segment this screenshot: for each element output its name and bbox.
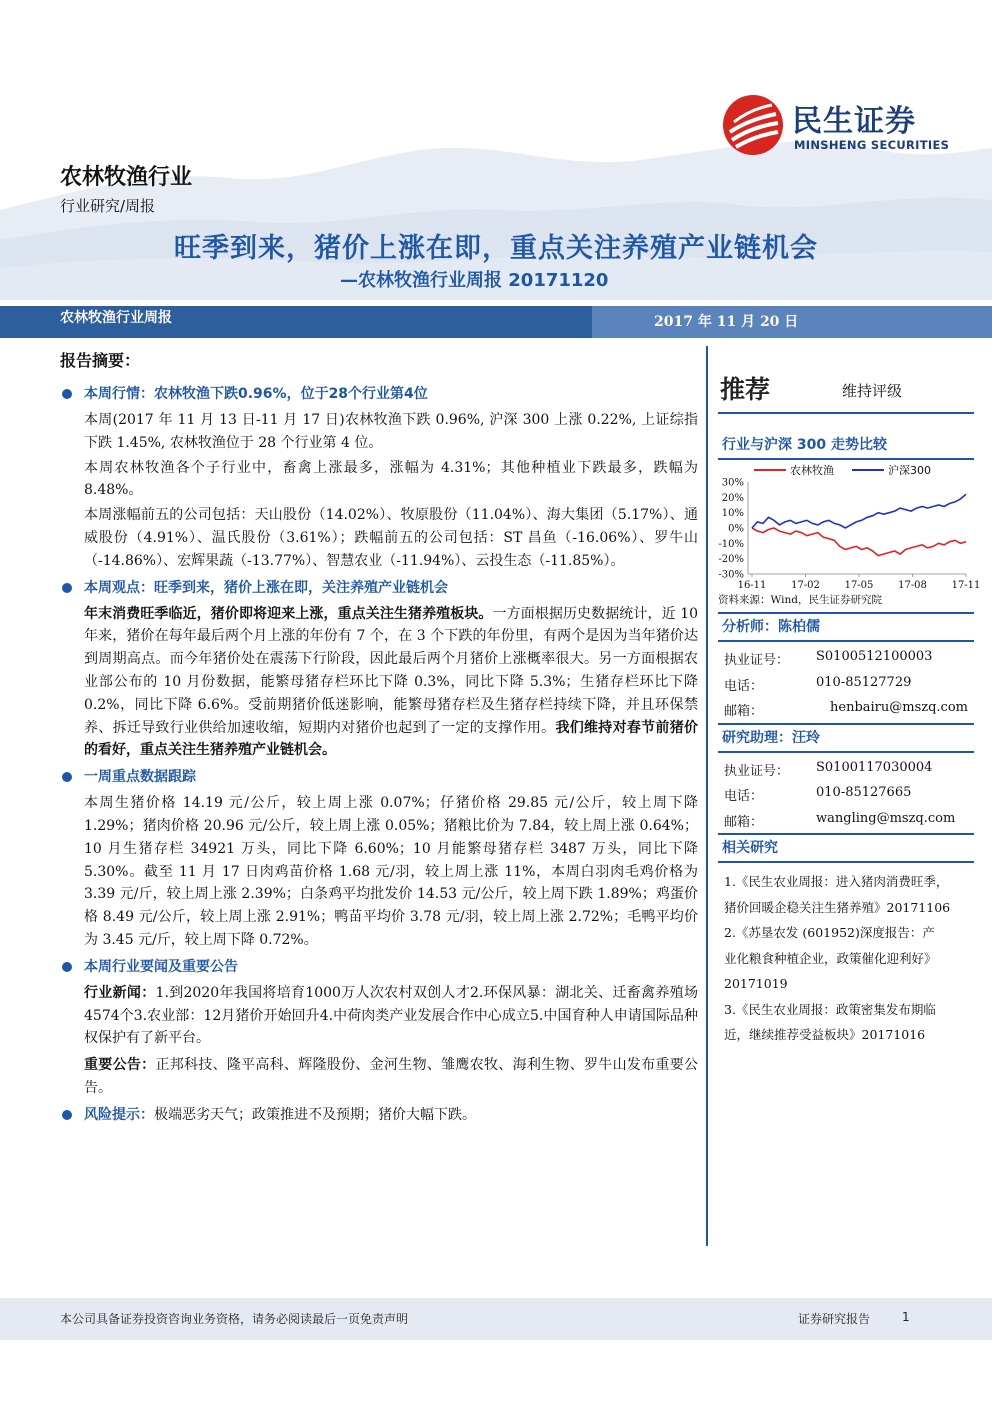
report-type: 行业研究/周报 [60, 197, 156, 215]
section-data [60, 766, 698, 952]
footer-label: 证券研究报告 [798, 1312, 871, 1326]
x-tick-label: 17-11 [951, 580, 981, 591]
rating-big: 推荐 [720, 375, 771, 404]
paragraph [60, 603, 698, 763]
tail-text: 我们维持对春节前猪价的看好，重点关注生猪养殖产业链机会。 [84, 719, 699, 759]
info-row: 电话： 010-85127729 [724, 674, 912, 694]
news-text: 1.到2020年我国将培育1000万人次农村双创人才2.环保风暴：湖北关、迁畜禽养殖场4574个3.农业部：12月猪价开始回升4.中荷肉类产业发展合作中心成立5.中国育种人申请国际品种权保护有了新平台。 [84, 984, 698, 1047]
summary-column [60, 348, 698, 1130]
risk-line [60, 1104, 698, 1126]
industry-name: 农林牧渔行业 [60, 165, 193, 190]
paragraph [60, 982, 698, 1050]
info-row: 电话： 010-85127665 [724, 785, 912, 804]
bullet-icon [62, 389, 72, 399]
series-line [752, 528, 966, 556]
section-market [60, 383, 698, 573]
report-header [0, 0, 992, 300]
x-tick-label: 17-02 [791, 580, 820, 591]
bullet-icon [62, 772, 72, 782]
bullet-icon [62, 583, 72, 593]
report-date: 2017 年 11 月 20 日 [654, 314, 799, 330]
y-tick-label: -20% [718, 554, 744, 566]
info-row: 邮箱： wangling@mszq.com [724, 810, 956, 830]
rating-small: 维持评级 [842, 382, 903, 400]
section-title: 本周观点：旺季到来，猪价上涨在即，关注养殖产业链机会 [84, 579, 448, 596]
page-footer [0, 1298, 992, 1340]
brand-logo [722, 94, 972, 158]
bar-label: 农林牧渔行业周报 [60, 310, 172, 326]
bullet-icon [62, 1110, 72, 1120]
chart-title: 行业与沪深 300 走势比较 [722, 437, 887, 453]
section-news [60, 956, 698, 1100]
y-tick-label: 0% [728, 523, 744, 535]
related-item: 近，继续推荐受益板块》20171016 [724, 1027, 926, 1042]
paragraph: 本周涨幅前五的公司包括：天山股份（14.02%）、牧原股份（11.04%）、海大集团（5.17%）、通威股份（4.91%）、温氏股份（3.61%）；跌幅前五的公司包括：ST 昌鱼（-16.06%）、罗牛山（-14.86%）、宏辉果蔬（-13.77%）、智慧农业（-11.94%）、云投生态（-11.85%）。 [84, 507, 698, 569]
related-item: 2.《苏垦农发 (601952)深度报告：产 [724, 925, 935, 940]
sidebar [718, 370, 981, 1048]
divider [718, 412, 974, 414]
paragraph: 本周生猪价格 14.19 元/公斤，较上周上涨 0.07%；仔猪价格 29.85 元/公斤，较上周下降 1.29%；猪肉价格 20.96 元/公斤，较上周上涨 0.05%；猪粮比价为 7.84，较上周上涨 0.64%；10 月生猪存栏 34921 万头，同比下降 6.60%；10 月能繁母猪存栏 3487 万头，同比下降 5.30%。截至 11 月 17 日肉鸡苗价格 1.68 元/羽，较上周上涨 11%，本周白羽肉毛鸡价格为 3.39 元/斤，较上周上涨 2.39%；白条鸡平均批发价 14.53 元/公斤，较上周下跌 1.89%；鸡蛋价格 8.49 元/公斤，较上周上涨 2.91%；鸭苗平均价 3.78 元/羽，较上周上涨 2.72%；毛鸭平均价为 3.45 元/斤，较上周下降 0.72%。 [84, 795, 698, 948]
related-research [718, 863, 974, 1048]
footer-disclaimer: 本公司具备证券投资咨询业务资格，请务必阅读最后一页免责声明 [60, 1312, 409, 1326]
report-subtitle: —农林牧渔行业周报 20171120 [340, 270, 609, 291]
y-tick-label: 20% [721, 492, 744, 504]
related-item: 1.《民生农业周报：进入猪肉消费旺季， [724, 874, 949, 889]
notice-text: 正邦科技、隆平高科、辉隆股份、金河生物、雏鹰农牧、海利生物、罗牛山发布重要公告。 [84, 1057, 699, 1096]
y-tick-label: 30% [721, 477, 744, 489]
trend-chart [718, 460, 981, 592]
related-item: 业化粮食种植企业，政策催化迎利好》 [724, 950, 937, 966]
section-view [60, 577, 698, 763]
related-head: 相关研究 [722, 840, 778, 856]
brand-name-cn: 民生证券 [792, 104, 916, 139]
lead-text: 年末消费旺季临近，猪价即将迎来上涨，重点关注生猪养殖板块。 [84, 605, 493, 622]
x-tick-label: 17-05 [844, 580, 874, 591]
legend-label: 沪深300 [888, 464, 931, 477]
summary-heading: 报告摘要： [60, 351, 141, 370]
assistant-head: 研究助理：汪玲 [722, 729, 820, 746]
paragraph: 本周农林牧渔各个子行业中，畜禽上涨最多，涨幅为 4.31%；其他种植业下跌最多，跌幅为 8.48%。 [84, 459, 698, 499]
y-tick-label: -10% [718, 538, 744, 550]
minsheng-logo-icon [722, 94, 784, 156]
email-link[interactable]: henbairu@mszq.com [830, 700, 968, 715]
rating [718, 370, 974, 412]
info-row: 邮箱： henbairu@mszq.com [724, 700, 968, 719]
section-title: 本周行业要闻及重要公告 [84, 958, 238, 975]
report-title: 旺季到来，猪价上涨在即，重点关注养殖产业链机会 [174, 233, 818, 264]
info-row: 执业证号： S0100512100003 [724, 649, 933, 668]
bullet-icon [62, 962, 72, 972]
news-label: 行业新闻： [84, 984, 156, 1001]
x-tick-label: 16-11 [737, 580, 767, 591]
page-number: 1 [902, 1310, 910, 1324]
series-line [752, 494, 966, 528]
analyst-head: 分析师：陈柏儒 [722, 619, 820, 635]
body-text: 一方面根据历史数据统计，近 10 年来，猪价在每年最后两个月上涨的年份有 7 个，在 3 个下跌的年份里，有两个是因为当年猪价达到周期高点。而今年猪价处在震荡下行阶段，因此最后两个月猪价上涨概率很大。另一方面根据农业部公布的 10 月份数据，能繁母猪存栏环比下降 0.3%，同比下降 5.3%；生猪存栏环比下降 0.2%，同比下降 6.6%。受前期猪价低迷影响，能繁母猪存栏及生猪存栏持续下降，并且环保禁养、拆迁导致行业供给加速收缩，短期内对猪价也起到了一定的支撑作用。 [84, 605, 699, 736]
related-item: 20171019 [724, 976, 788, 991]
x-tick-label: 17-08 [898, 580, 927, 591]
risk-text: 极端恶劣天气；政策推进不及预期；猪价大幅下跌。 [154, 1106, 476, 1123]
section-title: 本周行情：农林牧渔下跌0.96%，位于28个行业第4位 [84, 386, 428, 402]
y-tick-label: 10% [721, 508, 744, 520]
analyst-info [718, 642, 974, 723]
trend-chart-svg [718, 460, 981, 592]
chart-source: 资料来源：Wind，民生证券研究院 [718, 594, 882, 606]
paragraph [60, 1054, 698, 1100]
info-row: 执业证号： S0100117030004 [724, 759, 933, 779]
email-link[interactable]: wangling@mszq.com [816, 810, 956, 826]
column-divider [706, 346, 708, 1246]
related-item: 猪价回暖企稳关注生猪养殖》20171106 [724, 899, 951, 915]
report-bar [0, 306, 992, 338]
risk-label: 风险提示： [84, 1106, 154, 1123]
related-item: 3.《民生农业周报：政策密集发布期临 [724, 1001, 936, 1017]
legend-label: 农林牧渔 [790, 464, 834, 477]
y-tick-label: -30% [718, 569, 744, 581]
notice-label: 重要公告： [84, 1057, 156, 1074]
assistant-info [718, 753, 974, 834]
paragraph: 本周(2017 年 11 月 13 日-11 月 17 日)农林牧渔下跌 0.96%, 沪深 300 上涨 0.22%, 上证综指下跌 1.45%, 农林牧渔位于 28 个行业第 4 位。 [84, 412, 698, 451]
brand-name-en: MINSHENG SECURITIES [794, 138, 950, 152]
section-title: 一周重点数据跟踪 [84, 769, 196, 786]
